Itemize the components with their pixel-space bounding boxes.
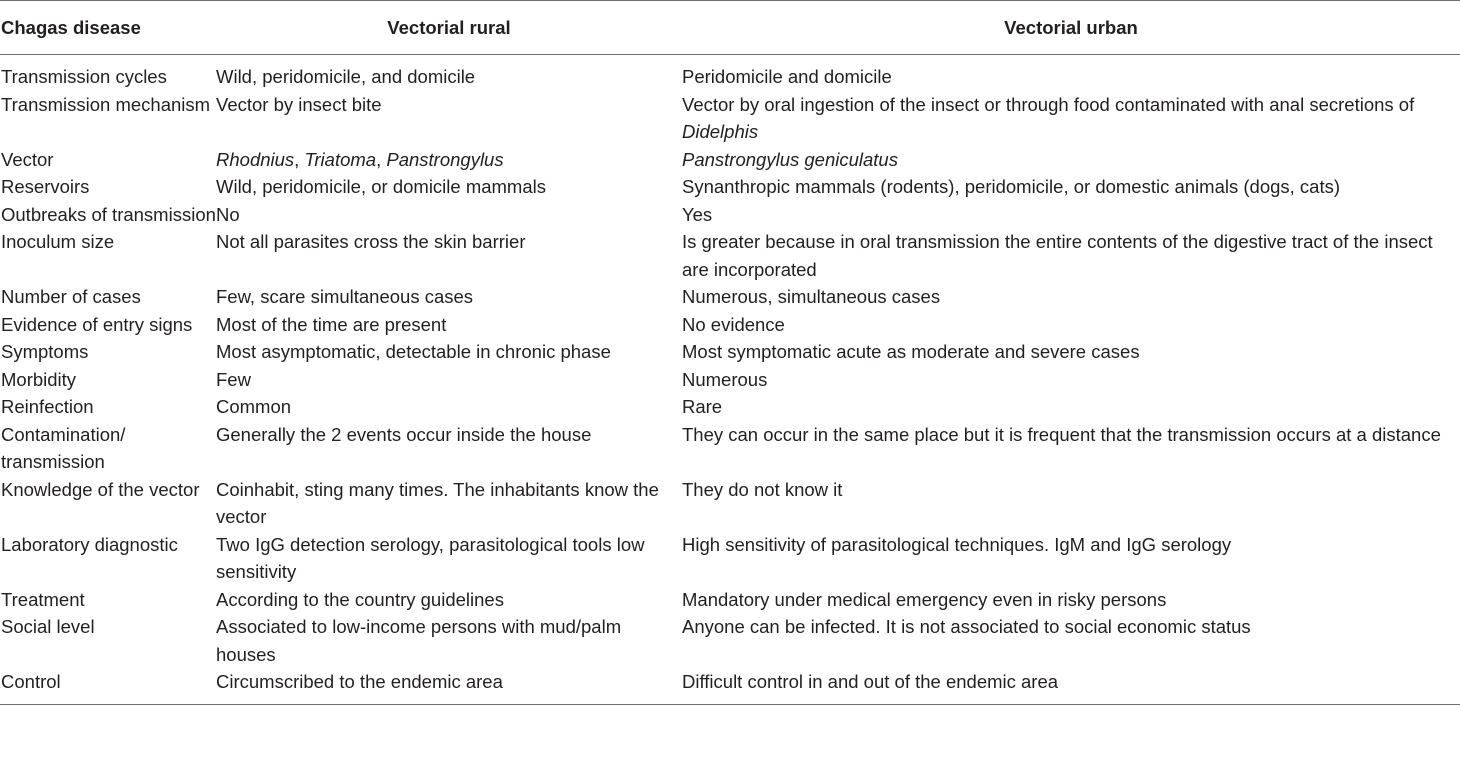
rural-cell: Circumscribed to the endemic area bbox=[216, 671, 503, 692]
rural-cell: Wild, peridomicile, and domicile bbox=[216, 66, 476, 87]
header-chagas-disease: Chagas disease bbox=[0, 1, 216, 55]
urban-italic-text: Didelphis bbox=[682, 121, 759, 142]
urban-cell: They can occur in the same place but it is frequent that the transmission occurs at a distance bbox=[682, 423, 1441, 445]
row-label: Inoculum size bbox=[1, 231, 115, 252]
genus-triatoma: Triatoma bbox=[304, 148, 377, 170]
rural-cell: According to the country guidelines bbox=[216, 588, 504, 610]
urban-cell: Is greater because in oral transmission the entire contents of the digestive tract of the insect are incorporated bbox=[682, 231, 1433, 280]
row-label: Vector bbox=[1, 148, 54, 170]
urban-cell: Numerous, simultaneous cases bbox=[682, 286, 941, 307]
separator: , bbox=[376, 148, 387, 170]
row-label: Contamination/ transmission bbox=[1, 423, 126, 472]
separator: , bbox=[294, 148, 305, 170]
urban-cell: Most symptomatic acute as moderate and severe cases bbox=[682, 341, 1140, 362]
urban-cell: Anyone can be infected. It is not associated to social economic status bbox=[682, 616, 1251, 637]
table-row bbox=[0, 393, 1460, 421]
table-row bbox=[0, 146, 1460, 174]
species-panstrongylus-geniculatus: Panstrongylus geniculatus bbox=[682, 148, 898, 170]
urban-text: Vector by oral ingestion of the insect or through food contaminated with anal secretions of bbox=[682, 93, 1415, 115]
urban-cell: Mandatory under medical emergency even in risky persons bbox=[682, 588, 1167, 610]
urban-cell bbox=[682, 91, 1460, 146]
rural-cell: Not all parasites cross the skin barrier bbox=[216, 231, 526, 252]
urban-cell: Yes bbox=[682, 203, 713, 225]
table-row bbox=[0, 338, 1460, 366]
urban-cell: They do not know it bbox=[682, 478, 843, 500]
rural-cell: Wild, peridomicile, or domicile mammals bbox=[216, 176, 546, 197]
header-vectorial-urban: Vectorial urban bbox=[682, 1, 1460, 55]
genus-rhodnius: Rhodnius bbox=[216, 148, 295, 170]
rural-cell: Two IgG detection serology, parasitological tools low sensitivity bbox=[216, 533, 645, 582]
table-row bbox=[0, 421, 1460, 476]
table-row bbox=[0, 91, 1460, 146]
table-row bbox=[0, 201, 1460, 229]
table-row bbox=[0, 586, 1460, 614]
rural-cell: Common bbox=[216, 396, 292, 417]
row-label: Laboratory diagnostic bbox=[1, 533, 178, 555]
urban-cell: Peridomicile and domicile bbox=[682, 66, 892, 87]
row-label: Outbreaks of transmission bbox=[1, 203, 216, 225]
row-label: Control bbox=[1, 671, 61, 692]
urban-cell: Synanthropic mammals (rodents), peridomicile, or domestic animals (dogs, cats) bbox=[682, 176, 1341, 197]
table-row bbox=[0, 366, 1460, 394]
rural-cell: Coinhabit, sting many times. The inhabitants know the vector bbox=[216, 478, 659, 527]
urban-cell: High sensitivity of parasitological techniques. IgM and IgG serology bbox=[682, 533, 1232, 555]
rural-cell bbox=[216, 146, 682, 174]
table-row bbox=[0, 55, 1460, 91]
table-row bbox=[0, 283, 1460, 311]
row-label: Social level bbox=[1, 616, 95, 637]
rural-cell: Generally the 2 events occur inside the house bbox=[216, 423, 592, 445]
row-label: Morbidity bbox=[1, 368, 77, 390]
rural-cell: Vector by insect bite bbox=[216, 93, 382, 115]
header-vectorial-rural: Vectorial rural bbox=[216, 1, 682, 55]
rural-cell: Few bbox=[216, 368, 251, 390]
row-label: Treatment bbox=[1, 588, 85, 610]
row-label: Transmission cycles bbox=[1, 66, 167, 87]
table-row bbox=[0, 228, 1460, 283]
urban-cell bbox=[682, 146, 1460, 174]
urban-cell: No evidence bbox=[682, 313, 785, 335]
table-row bbox=[0, 476, 1460, 531]
row-label: Evidence of entry signs bbox=[1, 313, 193, 335]
urban-cell: Numerous bbox=[682, 368, 768, 390]
row-label: Transmission mechanism bbox=[1, 93, 211, 115]
genus-panstrongylus: Panstrongylus bbox=[386, 148, 504, 170]
row-label: Reinfection bbox=[1, 396, 94, 417]
urban-cell: Difficult control in and out of the endemic area bbox=[682, 671, 1059, 692]
rural-cell: Most asymptomatic, detectable in chronic phase bbox=[216, 341, 611, 362]
header-row bbox=[0, 1, 1460, 55]
row-label: Number of cases bbox=[1, 286, 141, 307]
urban-cell: Rare bbox=[682, 396, 723, 417]
rural-cell: Few, scare simultaneous cases bbox=[216, 286, 474, 307]
table-row bbox=[0, 531, 1460, 586]
rural-cell: Most of the time are present bbox=[216, 313, 447, 335]
table-row bbox=[0, 613, 1460, 668]
row-label: Reservoirs bbox=[1, 176, 90, 197]
table-row bbox=[0, 311, 1460, 339]
rural-cell: No bbox=[216, 203, 240, 225]
table-row bbox=[0, 173, 1460, 201]
table-row bbox=[0, 668, 1460, 704]
row-label: Knowledge of the vector bbox=[1, 478, 200, 500]
rural-cell: Associated to low-income persons with mud/palm houses bbox=[216, 616, 622, 665]
row-label: Symptoms bbox=[1, 341, 89, 362]
